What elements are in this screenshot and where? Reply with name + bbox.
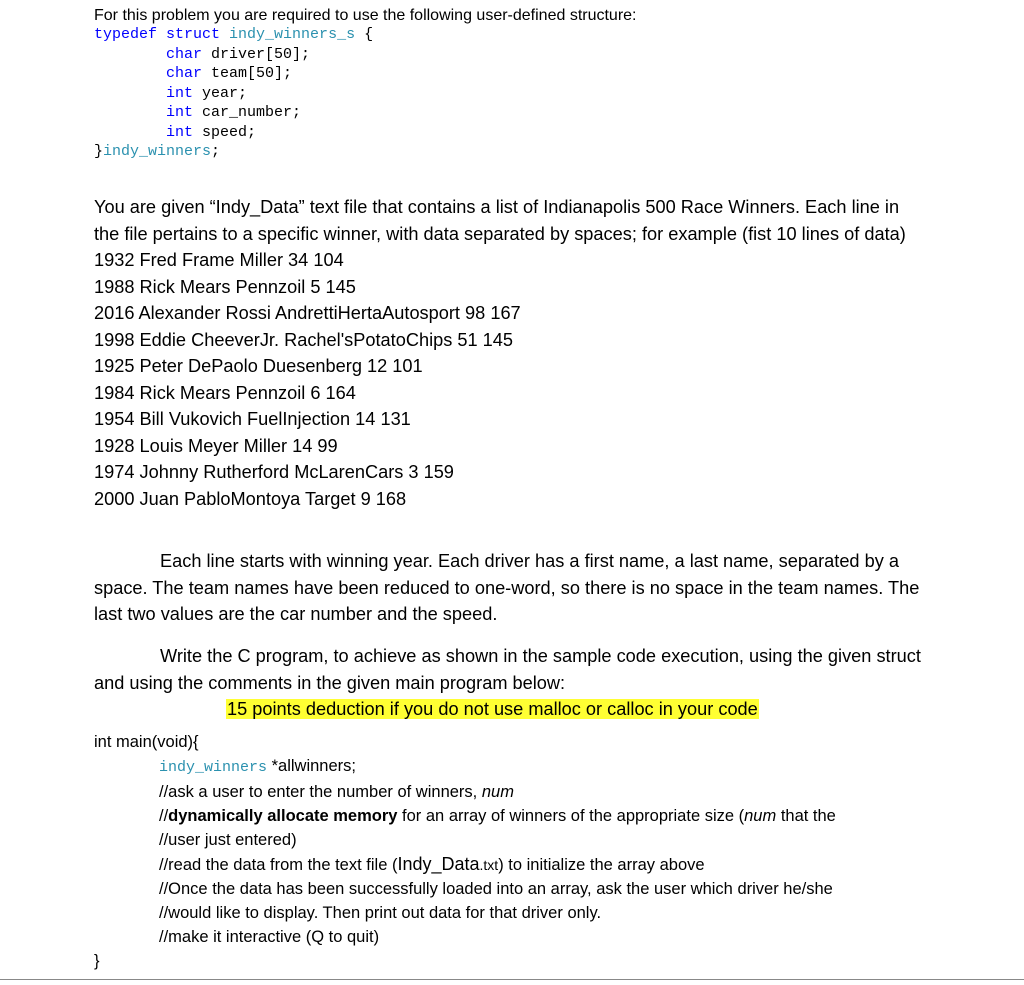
comment-line-1 bbox=[94, 780, 836, 804]
data-line: 1928 Louis Meyer Miller 14 99 bbox=[94, 435, 338, 456]
field-type: int bbox=[166, 123, 194, 141]
field-decl: speed; bbox=[202, 123, 257, 141]
decl-var: *allwinners; bbox=[267, 757, 356, 775]
comment-emphasis: num bbox=[744, 807, 777, 825]
struct-close-brace: } bbox=[94, 143, 104, 160]
main-program-block bbox=[94, 730, 836, 973]
field-type: char bbox=[166, 45, 203, 63]
comment-text: that the bbox=[776, 807, 836, 825]
field-type: int bbox=[166, 104, 194, 121]
field-decl: car_number; bbox=[202, 104, 302, 121]
field-type: int bbox=[166, 84, 194, 102]
comment-text: ) to initialize the array above bbox=[498, 856, 705, 874]
write-paragraph: Write the C program, to achieve as shown in the sample code execution, using the given struct and using the comments in the given main program below: bbox=[94, 646, 921, 693]
intro-text: For this problem you are required to use the following user-defined structure: bbox=[94, 7, 637, 24]
field-decl: year; bbox=[202, 84, 248, 102]
bottom-divider bbox=[0, 979, 1024, 980]
deduction-text: 15 points deduction if you do not use malloc or calloc in your code bbox=[227, 699, 758, 719]
data-line: 1974 Johnny Rutherford McLarenCars 3 159 bbox=[94, 462, 454, 482]
field-type: char bbox=[166, 65, 203, 82]
comment-text: // bbox=[159, 807, 169, 825]
declaration-line bbox=[94, 754, 836, 780]
comment-text: //ask a user to enter the number of winners, bbox=[159, 783, 482, 801]
data-line: 2000 Juan PabloMontoya Target 9 168 bbox=[94, 488, 407, 509]
comment-line-2 bbox=[94, 804, 836, 828]
comment-line-4 bbox=[94, 852, 836, 877]
decl-type: indy_winners bbox=[159, 759, 268, 776]
struct-code-block bbox=[94, 25, 373, 162]
data-line: 1925 Peter DePaolo Duesenberg 12 101 bbox=[94, 356, 423, 376]
data-line: 1988 Rick Mears Pennzoil 5 145 bbox=[94, 276, 356, 297]
given-text: You are given “Indy_Data” text file that contains a list of Indianapolis 500 Race Winners. Each line in the file pertains to a specific winner, with data separated by spaces; for example (fist 10 lines of data) bbox=[94, 197, 906, 244]
comment-text: //read the data from the text file ( bbox=[159, 856, 398, 874]
data-line: 2016 Alexander Rossi AndrettiHertaAutosport 98 167 bbox=[94, 303, 521, 323]
comment-text: for an array of winners of the appropriate size ( bbox=[397, 807, 745, 825]
given-paragraph bbox=[94, 194, 924, 512]
comment-emphasis: num bbox=[481, 783, 514, 801]
file-extension: .txt bbox=[479, 857, 499, 873]
comment-line-7: //make it interactive (Q to quit) bbox=[159, 928, 380, 946]
field-decl: team[50]; bbox=[211, 65, 293, 82]
data-line: 1984 Rick Mears Pennzoil 6 164 bbox=[94, 382, 356, 403]
explain-paragraph: Each line starts with winning year. Each driver has a first name, a last name, separated by a space. The team names have been reduced to one-word, so there is no space in the team names. The last two values are the car number and the speed. bbox=[94, 551, 920, 624]
main-close-line: } bbox=[94, 952, 100, 970]
struct-semicolon: ; bbox=[211, 143, 221, 160]
struct-open-brace: { bbox=[364, 26, 374, 43]
field-decl: driver[50]; bbox=[211, 45, 311, 63]
struct-tag-name: indy_winners_s bbox=[229, 26, 356, 43]
data-line: 1954 Bill Vukovich FuelInjection 14 131 bbox=[94, 409, 411, 429]
deduction-note bbox=[226, 697, 759, 721]
struct-typedef-name: indy_winners bbox=[103, 143, 212, 160]
file-name: Indy_Data bbox=[397, 854, 480, 874]
main-open-line: int main(void){ bbox=[94, 733, 199, 751]
comment-line-5: //Once the data has been successfully loaded into an array, ask the user which driver he/she bbox=[159, 880, 833, 898]
comment-line-6: //would like to display. Then print out data for that driver only. bbox=[159, 904, 602, 922]
data-line: 1932 Fred Frame Miller 34 104 bbox=[94, 250, 344, 270]
data-line: 1998 Eddie CheeverJr. Rachel'sPotatoChips 51 145 bbox=[94, 329, 514, 350]
struct-keyword: typedef struct bbox=[94, 26, 221, 43]
comment-bold: dynamically allocate memory bbox=[168, 807, 398, 825]
comment-line-3: //user just entered) bbox=[159, 831, 297, 849]
